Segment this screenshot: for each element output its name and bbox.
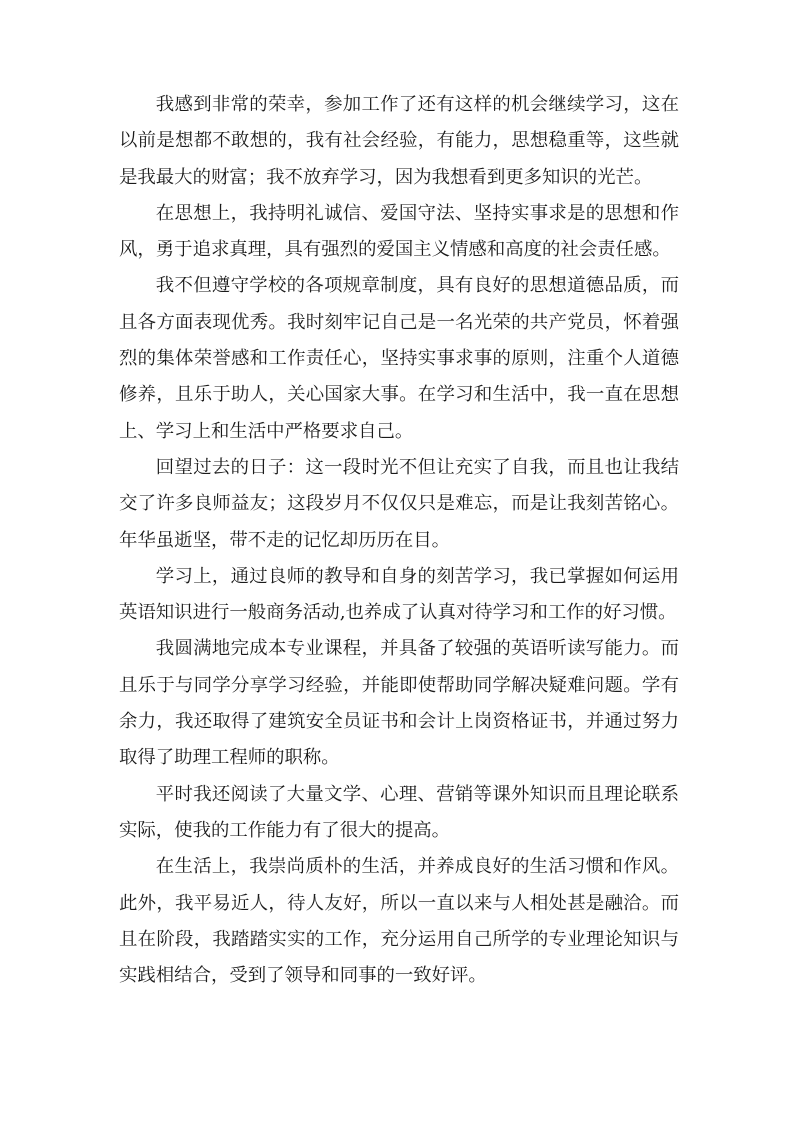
paragraph-8: 在生活上，我崇尚质朴的生活，并养成良好的生活习惯和作风。此外，我平易近人，待人友好，所以一直以来与人相处甚是融洽。而且在阶段，我踏踏实实的工作，充分运用自己所学的专业理论知识与实践相结合，受到了领导和同事的一致好评。 — [119, 856, 679, 987]
paragraph-1: 我感到非常的荣幸，参加工作了还有这样的机会继续学习，这在以前是想都不敢想的，我有社会经验，有能力，思想稳重等，这些就是我最大的财富；我不放弃学习，因为我想看到更多知识的光芒。 — [119, 94, 679, 188]
paragraph-2: 在思想上，我持明礼诚信、爱国守法、坚持实事求是的思想和作风，勇于追求真理，具有强烈的爱国主义情感和高度的社会责任感。 — [119, 202, 679, 261]
paragraph-6: 我圆满地完成本专业课程，并具备了较强的英语听读写能力。而且乐于与同学分享学习经验，并能即使帮助同学解决疑难问题。学有余力，我还取得了建筑安全员证书和会计上岗资格证书，并通过努力取得了助理工程师的职称。 — [119, 638, 679, 769]
paragraph-5: 学习上，通过良师的教导和自身的刻苦学习，我已掌握如何运用英语知识进行一般商务活动,也养成了认真对待学习和工作的好习惯。 — [119, 565, 679, 624]
paragraph-3: 我不但遵守学校的各项规章制度，具有良好的思想道德品质，而且各方面表现优秀。我时刻牢记自己是一名光荣的共产党员，怀着强烈的集体荣誉感和工作责任心，坚持实事求事的原则，注重个人道德修养，且乐于助人，关心国家大事。在学习和生活中，我一直在思想上、学习上和生活中严格要求自己。 — [119, 275, 679, 442]
document-body — [119, 87, 679, 994]
paragraph-7: 平时我还阅读了大量文学、心理、营销等课外知识而且理论联系实际，使我的工作能力有了很大的提高。 — [119, 783, 679, 841]
paragraph-4: 回望过去的日子：这一段时光不但让充实了自我，而且也让我结交了许多良师益友；这段岁月不仅仅只是难忘，而是让我刻苦铭心。年华虽逝坚，带不走的记忆却历历在目。 — [119, 456, 679, 551]
